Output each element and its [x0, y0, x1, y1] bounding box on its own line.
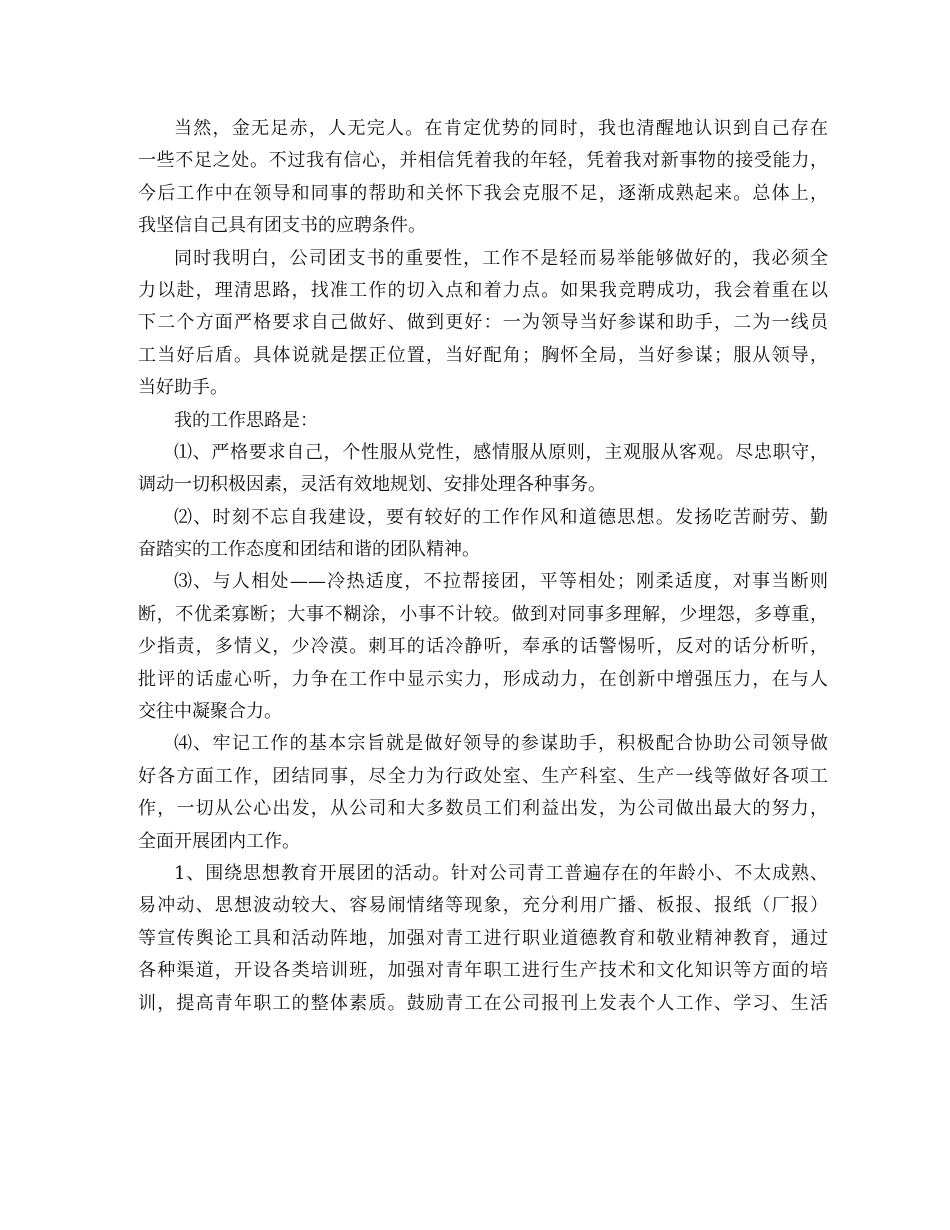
text-line: 训，提高青年职工的整体素质。鼓励青工在公司报刊上发表个人工作、学习、生活 [138, 992, 828, 1014]
text-line: 我坚信自己具有团支书的应聘条件。 [138, 215, 426, 237]
text-line: 批评的话虚心听，力争在工作中显示实力，形成动力，在创新中增强压力，在与人 [138, 668, 828, 690]
text-line: ⑵、时刻不忘自我建设，要有较好的工作作风和道德思想。发扬吃苦耐劳、勤 [174, 506, 828, 528]
paragraph-work-approach-heading [138, 405, 828, 437]
paragraph-item-4 [138, 728, 828, 858]
text-line: 交往中凝聚合力。 [138, 701, 282, 723]
paragraph-self-assessment [138, 113, 828, 243]
text-line: ⑷、牢记工作的基本宗旨就是做好领导的参谋助手，积极配合协助公司领导做 [174, 733, 828, 755]
text-line: 调动一切积极因素，灵活有效地规划、安排处理各种事务。 [138, 474, 606, 496]
paragraph-item-3 [138, 566, 828, 728]
text-line: 当然，金无足赤，人无完人。在肯定优势的同时，我也清醒地认识到自己存在 [174, 118, 828, 139]
text-line: 断，不优柔寡断；大事不糊涂，小事不计较。做到对同事多理解，少埋怨，多尊重， [138, 603, 828, 625]
text-line: 等宣传舆论工具和活动阵地，加强对青工进行职业道德教育和敬业精神教育，通过 [138, 927, 828, 949]
text-line: 我的工作思路是： [174, 409, 318, 431]
text-line: 各种渠道，开设各类培训班，加强对青年职工进行生产技术和文化知识等方面的培 [138, 960, 828, 982]
text-line: 1、围绕思想教育开展团的活动。针对公司青工普遍存在的年龄小、不太成熟、 [174, 862, 828, 884]
text-line: 全面开展团内工作。 [138, 830, 300, 852]
text-line: 一些不足之处。不过我有信心，并相信凭着我的年轻，凭着我对新事物的接受能力， [138, 150, 828, 172]
text-line: ⑶、与人相处——冷热适度，不拉帮接团，平等相处；刚柔适度，对事当断则 [174, 571, 828, 593]
text-line: 工当好后盾。具体说就是摆正位置，当好配角；胸怀全局，当好参谋；服从领导， [138, 344, 828, 366]
paragraph-ideological-education [138, 858, 828, 1020]
text-line: 好各方面工作，团结同事，尽全力为行政处室、生产科室、生产一线等做好各项工 [138, 765, 828, 787]
text-line: 今后工作中在领导和同事的帮助和关怀下我会克服不足，逐渐成熟起来。总体上， [138, 182, 828, 204]
document-body [138, 113, 828, 1020]
text-line: 作，一切从公心出发，从公司和大多数员工们利益出发，为公司做出最大的努力， [138, 798, 828, 820]
text-line: 力以赴，理清思路，找准工作的切入点和着力点。如果我竞聘成功，我会着重在以 [138, 279, 828, 301]
text-line: 奋踏实的工作态度和团结和谐的团队精神。 [138, 539, 480, 561]
paragraph-importance [138, 243, 828, 405]
text-line: 易冲动、思想波动较大、容易闹情绪等现象，充分利用广播、板报、报纸（厂报） [138, 895, 828, 917]
text-line: 少指责，多情义，少冷漠。刺耳的话冷静听，奉承的话警惕听，反对的话分析听， [138, 636, 828, 658]
text-line: 当好助手。 [138, 377, 228, 399]
text-line: 下二个方面严格要求自己做好、做到更好：一为领导当好参谋和助手，二为一线员 [138, 312, 828, 334]
text-line: 同时我明白，公司团支书的重要性，工作不是轻而易举能够做好的，我必须全 [174, 247, 828, 269]
paragraph-item-1 [138, 437, 828, 502]
text-line: ⑴、严格要求自己，个性服从党性，感情服从原则，主观服从客观。尽忠职守， [174, 441, 828, 463]
paragraph-item-2 [138, 502, 828, 567]
